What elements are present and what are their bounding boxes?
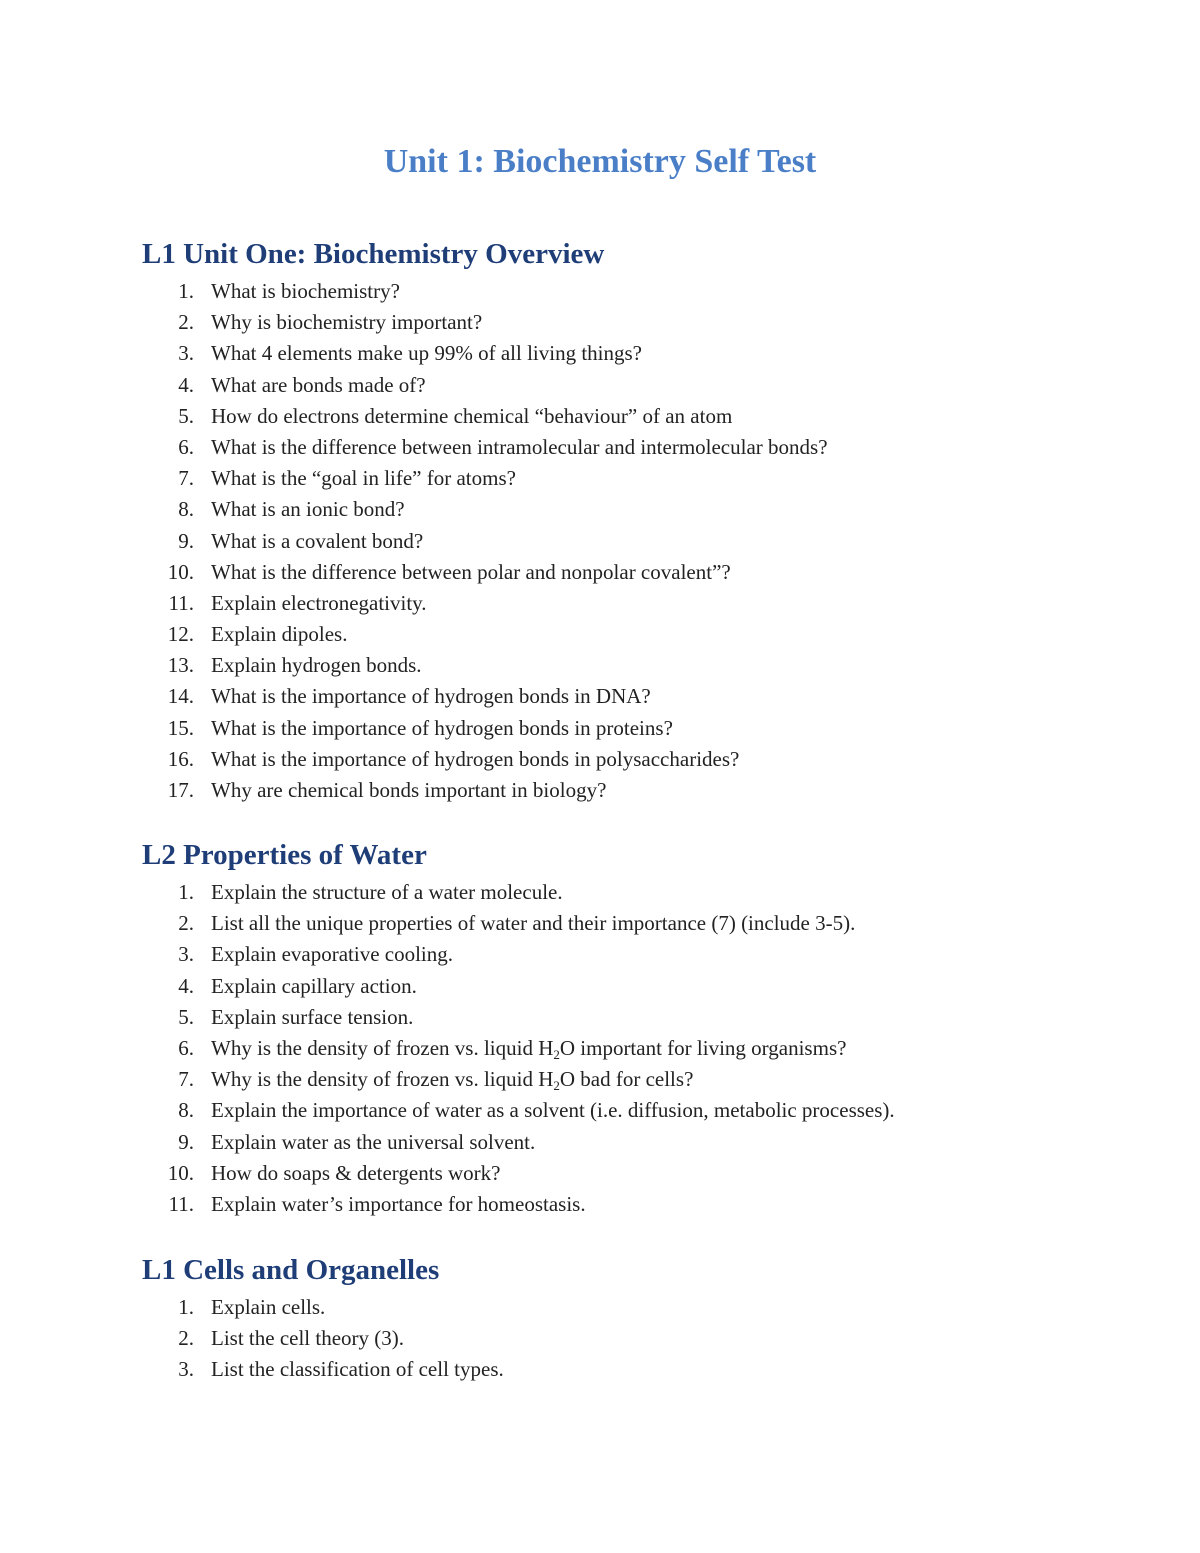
section-biochemistry-overview [142, 237, 1142, 806]
list-item [142, 775, 1142, 806]
item-number: 4. [178, 372, 194, 397]
item-number: 1. [178, 1295, 194, 1319]
list-item [142, 588, 1142, 619]
item-text: List all the unique properties of water and their importance (7) (include 3-5). [211, 911, 856, 936]
item-text [211, 1033, 846, 1064]
list-item [142, 338, 1142, 369]
item-number: 1. [178, 279, 194, 303]
item-number: 8. [178, 497, 194, 522]
item-number: 8. [178, 1098, 194, 1123]
item-text: Explain hydrogen bonds. [211, 653, 422, 678]
item-text: What are bonds made of? [211, 372, 426, 397]
list-item [142, 713, 1142, 744]
item-text: What is a covalent bond? [211, 528, 424, 553]
item-text: How do electrons determine chemical “behaviour” of an atom [211, 403, 733, 428]
item-number: 5. [178, 1004, 194, 1029]
list-item [142, 619, 1142, 650]
item-text: Explain water as the universal solvent. [211, 1129, 536, 1154]
section-heading: L2 Properties of Water [142, 839, 427, 871]
item-number: 11. [168, 1191, 194, 1216]
item-text: Explain electronegativity. [211, 590, 427, 615]
list-item [142, 370, 1142, 401]
item-text-part: O bad for cells? [559, 1067, 694, 1092]
section-heading: L1 Unit One: Biochemistry Overview [142, 238, 605, 270]
item-text: What is the “goal in life” for atoms? [211, 466, 516, 491]
item-text-part: Why is the density of frozen vs. liquid H [211, 1035, 554, 1060]
list-item [142, 1064, 1142, 1095]
list-item [142, 432, 1142, 463]
item-number: 10. [167, 559, 194, 584]
item-text: What is the importance of hydrogen bonds in DNA? [211, 684, 651, 709]
item-number: 15. [167, 715, 194, 740]
list-item [142, 744, 1142, 775]
item-text: Explain the importance of water as a solvent (i.e. diffusion, metabolic processes). [211, 1098, 895, 1123]
list-item [142, 650, 1142, 681]
item-text [211, 1064, 693, 1095]
item-text: Explain water’s importance for homeostasis. [211, 1191, 586, 1216]
list-item [142, 1127, 1142, 1158]
item-text: What 4 elements make up 99% of all living things? [211, 341, 642, 366]
item-number: 16. [167, 746, 194, 771]
item-text-part: Why is the density of frozen vs. liquid H [211, 1067, 554, 1092]
subscript: 2 [553, 1078, 560, 1094]
item-number: 10. [167, 1160, 194, 1185]
list-item [142, 526, 1142, 557]
list-item [142, 307, 1142, 338]
item-number: 12. [167, 622, 194, 647]
item-number: 6. [178, 1035, 194, 1060]
document-title: Unit 1: Biochemistry Self Test [383, 143, 817, 180]
section-cells-and-organelles [142, 1253, 1142, 1386]
item-text-part: O important for living organisms? [559, 1035, 847, 1060]
list-item [142, 971, 1142, 1002]
item-number: 5. [178, 403, 194, 428]
list-item [142, 939, 1142, 970]
item-number: 3. [178, 1357, 194, 1382]
item-number: 17. [167, 778, 194, 802]
item-text: What is an ionic bond? [211, 497, 405, 522]
item-number: 2. [178, 310, 194, 335]
item-text: Explain capillary action. [211, 973, 417, 998]
item-number: 6. [178, 434, 194, 459]
question-list [142, 877, 1142, 1220]
item-number: 14. [167, 684, 194, 709]
list-item [142, 1002, 1142, 1033]
list-item [142, 1189, 1142, 1220]
item-text: Explain cells. [211, 1295, 326, 1319]
item-text: What is the importance of hydrogen bonds in proteins? [211, 715, 673, 740]
item-text: What is the importance of hydrogen bonds in polysaccharides? [211, 746, 740, 771]
item-text: Explain the structure of a water molecule. [211, 880, 563, 904]
question-list [142, 1292, 1142, 1386]
item-number: 2. [178, 1326, 194, 1351]
item-number: 3. [178, 942, 194, 967]
list-item [142, 908, 1142, 939]
item-number: 4. [178, 973, 194, 998]
item-number: 11. [168, 590, 194, 615]
item-number: 2. [178, 911, 194, 936]
item-text: Explain evaporative cooling. [211, 942, 454, 967]
item-number: 3. [178, 341, 194, 366]
item-text: Explain dipoles. [211, 622, 348, 647]
item-number: 9. [178, 1129, 194, 1154]
item-number: 9. [178, 528, 194, 553]
item-number: 7. [178, 466, 194, 491]
list-item [142, 401, 1142, 432]
subscript: 2 [553, 1046, 560, 1062]
item-text: Explain surface tension. [211, 1004, 414, 1029]
list-item [142, 1095, 1142, 1126]
item-number: 13. [167, 653, 194, 678]
list-item [142, 1323, 1142, 1354]
list-item [142, 1354, 1142, 1385]
list-item [142, 681, 1142, 712]
list-item [142, 557, 1142, 588]
item-text: What is biochemistry? [211, 279, 400, 303]
section-properties-of-water [142, 838, 1142, 1220]
list-item [142, 463, 1142, 494]
item-text: Why is biochemistry important? [211, 310, 483, 335]
list-item [142, 1158, 1142, 1189]
item-text: What is the difference between intramolecular and intermolecular bonds? [211, 434, 828, 459]
question-list [142, 276, 1142, 806]
section-heading: L1 Cells and Organelles [142, 1254, 440, 1286]
list-item [142, 276, 1142, 307]
list-item [142, 1033, 1142, 1064]
list-item [142, 494, 1142, 525]
item-text: Why are chemical bonds important in biology? [211, 778, 607, 802]
list-item [142, 877, 1142, 908]
item-text: List the cell theory (3). [211, 1326, 405, 1351]
item-text: What is the difference between polar and nonpolar covalent”? [211, 559, 731, 584]
item-number: 1. [178, 880, 194, 904]
list-item [142, 1292, 1142, 1323]
item-text: List the classification of cell types. [211, 1357, 504, 1382]
item-text: How do soaps & detergents work? [211, 1160, 501, 1185]
item-number: 7. [178, 1067, 194, 1092]
